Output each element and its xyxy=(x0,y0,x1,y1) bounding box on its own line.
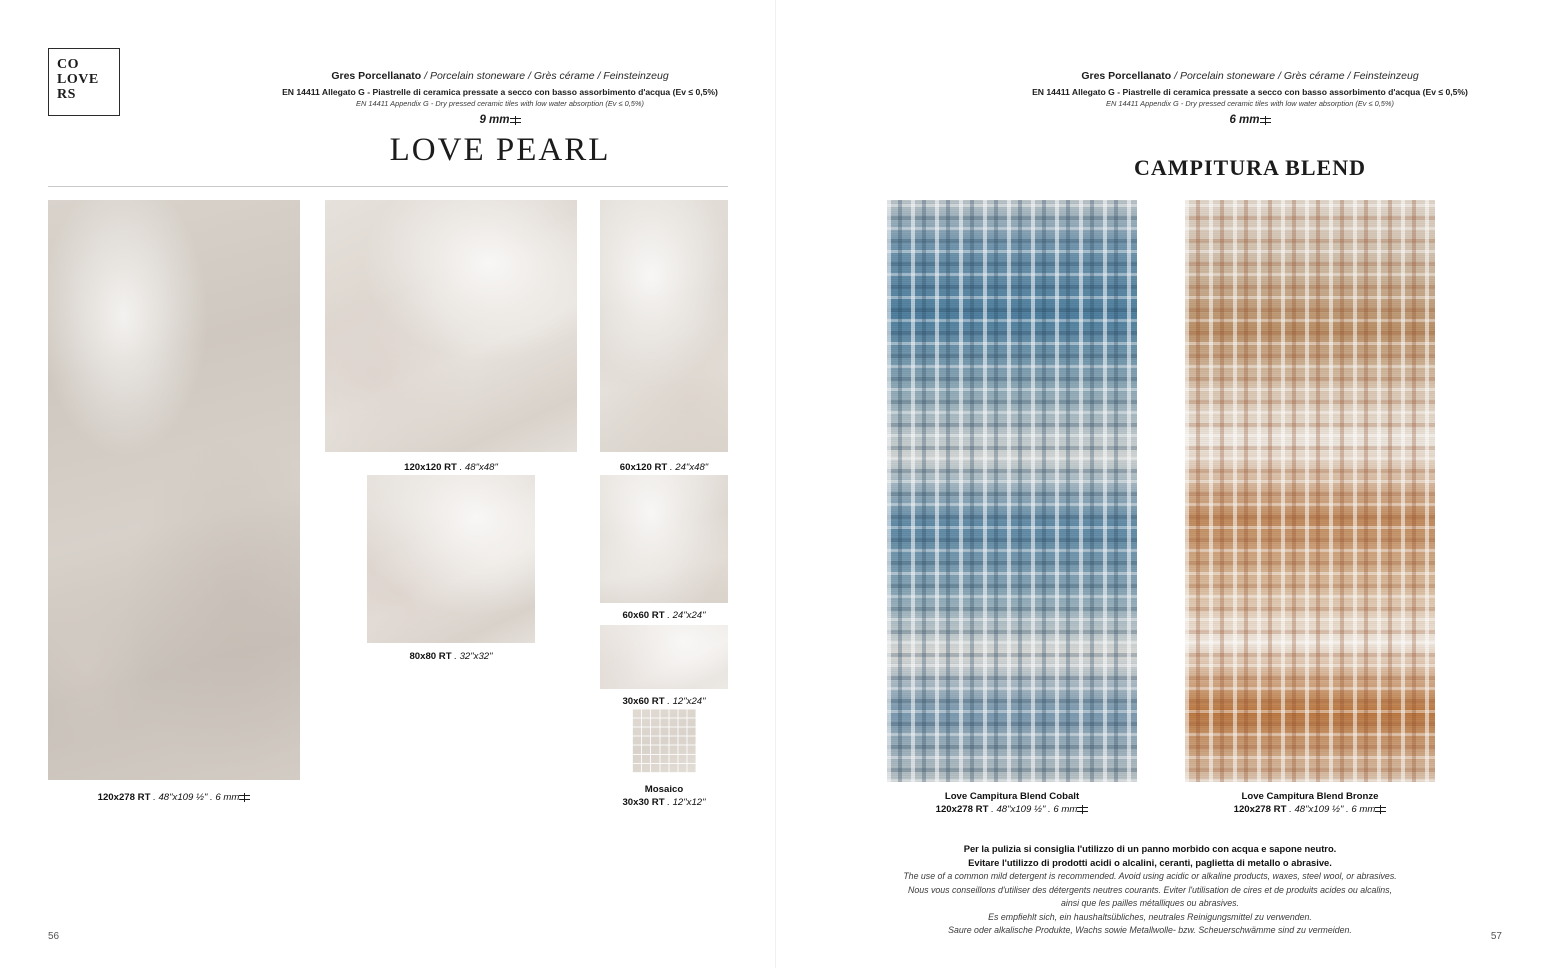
tile-120x120-caption xyxy=(325,461,577,474)
tile-30x60 xyxy=(600,625,728,689)
panel-bronze xyxy=(1185,200,1435,782)
folio-right: 57 xyxy=(1490,931,1502,942)
folio-left: 56 xyxy=(48,931,60,942)
brand-logo-text xyxy=(57,57,99,102)
care-de-2: Saure oder alkalische Produkte, Wachs sowie Metallwolle- bzw. Scheuerschwämme sind zu vermeiden. xyxy=(948,925,1352,935)
care-fr-1: Nous vous conseillons d'utiliser des détergents neutres courants. Eviter l'utilisation de cires et de produits acides ou alcalins, xyxy=(907,884,1393,895)
panel-cobalt-size: 120x278 RT xyxy=(935,804,989,815)
left-material-bold: Gres Porcellanato xyxy=(331,70,422,82)
left-material-translations: / Porcelain stoneware / Grès cérame / Feinsteinzeug xyxy=(424,70,669,82)
panel-cobalt-inch: . 48"x109 ½" . 6 mm xyxy=(991,804,1078,815)
right-material-line xyxy=(940,70,1550,83)
tile-80x80 xyxy=(367,475,535,643)
right-thickness-value: 6 mm xyxy=(1229,114,1260,126)
tile-120x120 xyxy=(325,200,577,452)
care-fr-2: ainsi que les pailles métalliques ou abrasives. xyxy=(1061,898,1239,908)
left-thickness xyxy=(180,114,820,126)
care-instructions xyxy=(880,842,1420,938)
brand-line-1: CO xyxy=(57,57,79,72)
thickness-icon xyxy=(510,116,521,124)
tile-60x120 xyxy=(600,200,728,452)
panel-cobalt-caption xyxy=(887,790,1137,816)
care-it-1: Per la pulizia si consiglia l'utilizzo di un panno morbido con acqua e sapone neutro. xyxy=(963,843,1337,854)
right-material-translations: / Porcelain stoneware / Grès cérame / Feinsteinzeug xyxy=(1174,70,1419,82)
tile-mosaico-inch: . 12"x12" xyxy=(667,797,706,808)
left-page-title: LOVE PEARL xyxy=(389,132,611,168)
care-it-2: Evitare l'utilizzo di prodotti acidi o alcalini, ceranti, paglietta di metallo o abrasive. xyxy=(968,857,1332,868)
tile-120x278 xyxy=(48,200,300,780)
care-de-1: Es empfiehlt sich, ein haushaltsübliches, neutrales Reinigungsmittel zu verwenden. xyxy=(988,911,1312,922)
left-title-rule xyxy=(48,186,728,187)
right-page-title: CAMPITURA BLEND xyxy=(1134,155,1366,180)
thickness-icon xyxy=(1077,805,1088,813)
panel-bronze-title: Love Campitura Blend Bronze xyxy=(1241,791,1379,802)
thickness-icon xyxy=(1375,805,1386,813)
tile-60x120-size: 60x120 RT xyxy=(619,462,668,473)
panel-cobalt-size-line xyxy=(887,803,1137,816)
panel-bronze-size-line xyxy=(1185,803,1435,816)
tile-80x80-size: 80x80 RT xyxy=(409,651,452,662)
tile-60x120-inch: . 24"x48" xyxy=(669,462,709,473)
right-header xyxy=(940,70,1550,126)
brand-line-3: RS xyxy=(57,87,76,102)
tile-30x60-caption xyxy=(590,695,738,708)
panel-cobalt-title: Love Campitura Blend Cobalt xyxy=(944,791,1080,802)
left-thickness-value: 9 mm xyxy=(479,114,510,126)
tile-120x278-inch: . 48"x109 ½" . 6 mm xyxy=(153,792,240,803)
tile-mosaico-caption xyxy=(590,783,738,809)
left-header xyxy=(180,70,820,126)
tile-80x80-caption xyxy=(367,650,535,663)
tile-mosaico-line xyxy=(590,796,738,809)
panel-bronze-caption xyxy=(1185,790,1435,816)
panel-cobalt-grain xyxy=(887,200,1137,782)
tile-60x60-inch: . 24"x24" xyxy=(667,610,706,621)
tile-30x60-inch: . 12"x24" xyxy=(667,696,706,707)
tile-120x120-size: 120x120 RT xyxy=(404,462,457,473)
left-norm-it: EN 14411 Allegato G - Piastrelle di ceramica pressate a secco con basso assorbimento d'acqua (Ev ≤ 0,5%) xyxy=(282,87,718,97)
care-en: The use of a common mild detergent is recommended. Avoid using acidic or alkaline products, waxes, steel wool, or abrasives. xyxy=(903,871,1397,881)
right-material-bold: Gres Porcellanato xyxy=(1081,70,1172,82)
tile-120x278-size: 120x278 RT xyxy=(97,792,151,803)
left-material-line xyxy=(180,70,820,83)
tile-mosaico-title: Mosaico xyxy=(644,784,684,795)
brand-logo xyxy=(48,48,120,116)
tile-mosaico xyxy=(632,709,696,773)
tile-60x60 xyxy=(600,475,728,603)
panel-bronze-grain xyxy=(1185,200,1435,782)
right-norm-it: EN 14411 Allegato G - Piastrelle di ceramica pressate a secco con basso assorbimento d'acqua (Ev ≤ 0,5%) xyxy=(1032,87,1468,97)
tile-30x60-size: 30x60 RT xyxy=(622,696,665,707)
thickness-icon xyxy=(1260,116,1271,124)
left-norm-en: EN 14411 Appendix G - Dry pressed ceramic tiles with low water absorption (Ev ≤ 0,5%) xyxy=(356,99,644,108)
tile-60x60-caption xyxy=(590,609,738,622)
panel-bronze-size: 120x278 RT xyxy=(1233,804,1287,815)
right-thickness xyxy=(940,114,1550,126)
thickness-icon xyxy=(239,793,250,801)
tile-120x278-caption xyxy=(48,791,300,804)
tile-60x120-caption xyxy=(590,461,738,474)
tile-60x60-size: 60x60 RT xyxy=(622,610,665,621)
tile-80x80-inch: . 32"x32" xyxy=(454,651,493,662)
panel-bronze-inch: . 48"x109 ½" . 6 mm xyxy=(1289,804,1376,815)
brand-line-2: LOVE xyxy=(57,72,99,87)
panel-cobalt xyxy=(887,200,1137,782)
tile-mosaico-size: 30x30 RT xyxy=(622,797,665,808)
right-norm-en: EN 14411 Appendix G - Dry pressed ceramic tiles with low water absorption (Ev ≤ 0,5%) xyxy=(1106,99,1394,108)
tile-120x120-inch: . 48"x48" xyxy=(459,462,498,473)
